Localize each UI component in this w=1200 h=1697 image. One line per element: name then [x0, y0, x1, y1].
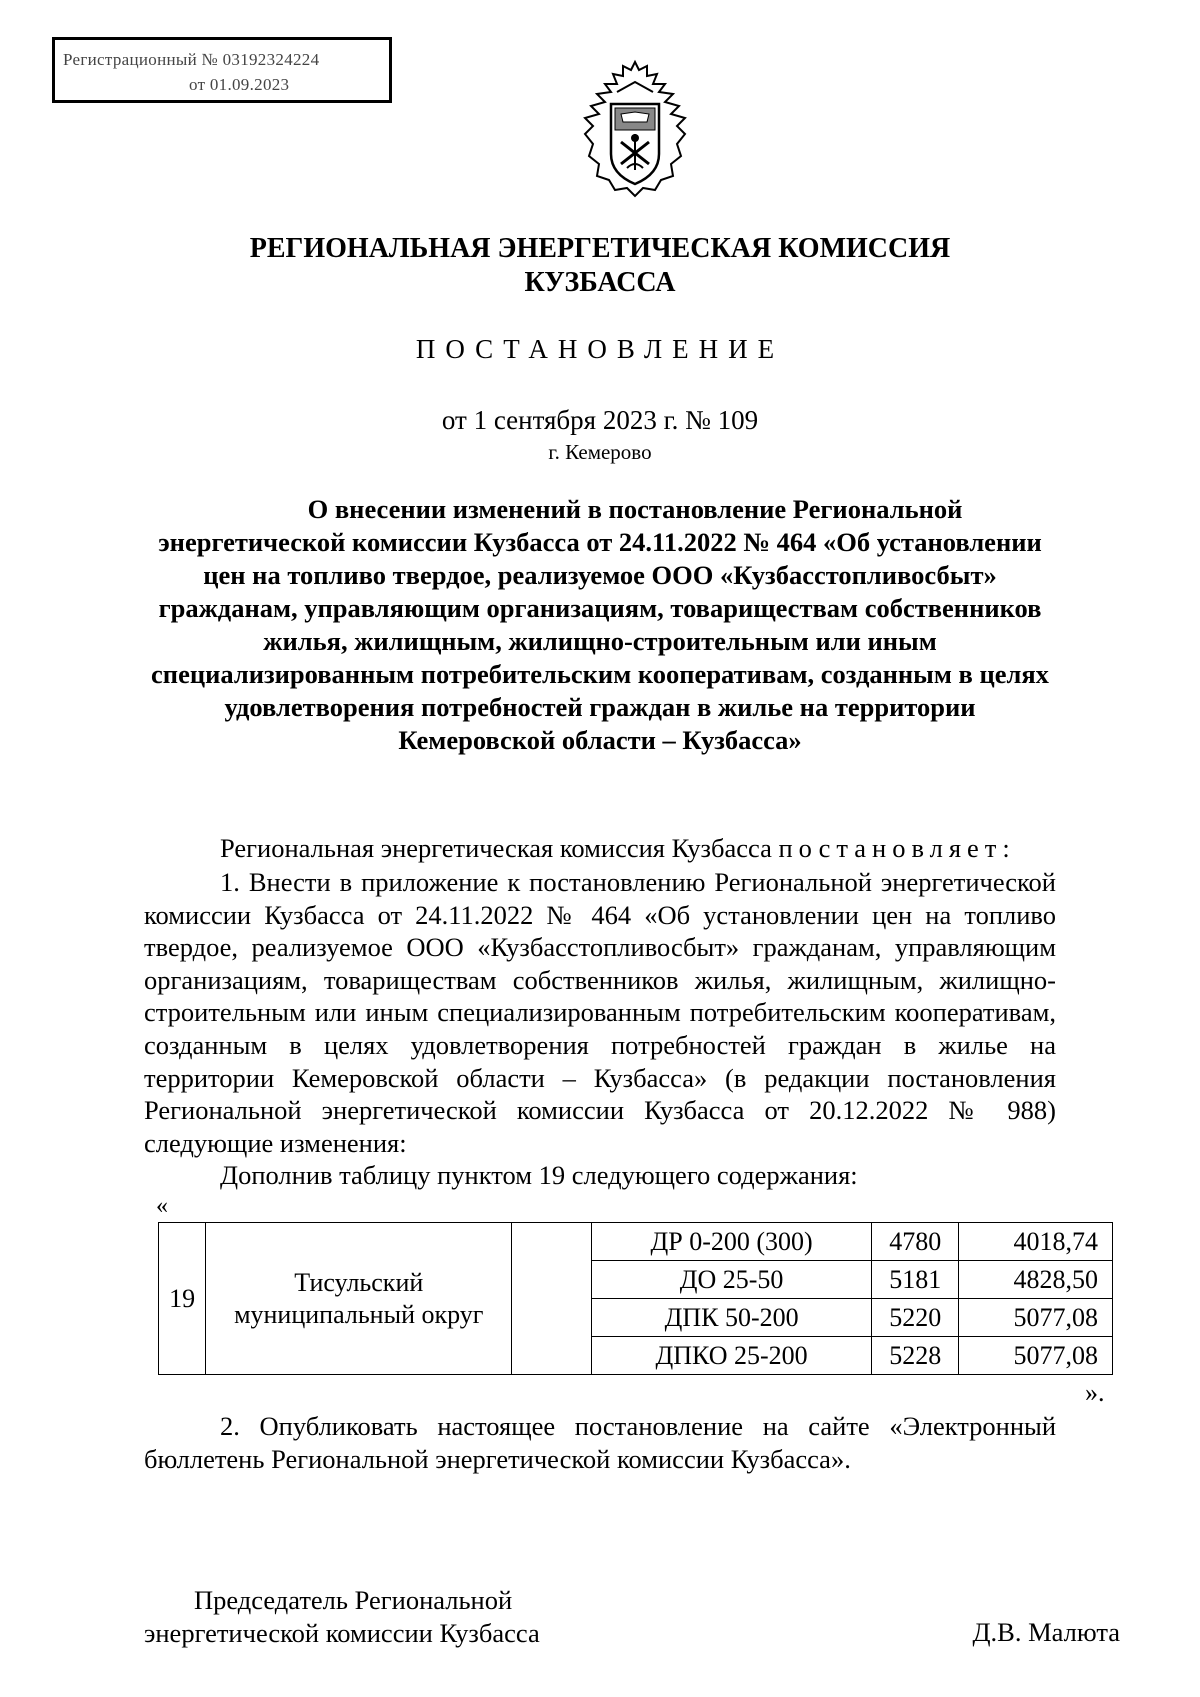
coal-grade: ДО 25-50 — [591, 1261, 872, 1299]
position-line-1: Председатель Региональной — [194, 1585, 513, 1615]
paragraph-1-addition: Дополнив таблицу пунктом 19 следующего содержания: — [220, 1160, 858, 1190]
municipality-cell — [206, 1223, 512, 1375]
title-line: энергетической комиссии Кузбасса от 24.11.2022 № 464 «Об установлении — [158, 527, 1042, 557]
registration-stamp — [52, 37, 392, 103]
table-row — [159, 1223, 1113, 1261]
document-date-number: от 1 сентября 2023 г. № 109 — [441, 405, 759, 435]
issuer-line-1: РЕГИОНАЛЬНАЯ ЭНЕРГЕТИЧЕСКАЯ КОМИССИЯ — [249, 233, 951, 264]
coal-grade: ДПКО 25-200 — [591, 1337, 872, 1375]
title-line: Кемеровской области – Кузбасса» — [398, 725, 802, 755]
price-value: 4780 — [872, 1223, 959, 1261]
document-city: г. Кемерово — [548, 440, 652, 464]
paragraph-1: 1. Внести в приложение к постановлению Региональной энергетической комиссии Кузбасса от 24.11.2022 № 464 «Об установлении цен на топливо твердое, реализуемое ООО «Кузбасстопливосбыт» гражданам, управляющим организациям, товариществам собственников жилья, жилищным, жилищно-строительным или иным специализированным потребительским кооперативам, созданным в целях удовлетворения потребностей граждан в жилье на территории Кемеровской области – Кузбасса» (в редакции постановления Региональной энергетической комиссии Кузбасса от 20.12.2022 № 988) следующие изменения: — [144, 867, 1056, 1158]
price-value: 4828,50 — [959, 1261, 1113, 1299]
price-value: 5077,08 — [959, 1299, 1113, 1337]
row-number: 19 — [159, 1223, 206, 1375]
title-line: цен на топливо твердое, реализуемое ООО «Кузбасстопливосбыт» — [203, 560, 997, 590]
coal-grade: ДПК 50-200 — [591, 1299, 872, 1337]
position-line-2: энергетической комиссии Кузбасса — [144, 1618, 540, 1648]
title-line: О внесении изменений в постановление Региональной — [307, 494, 963, 524]
price-value: 5077,08 — [959, 1337, 1113, 1375]
registration-date: от 01.09.2023 — [189, 75, 290, 94]
title-line: специализированным потребительским кооперативам, созданным в целях — [151, 659, 1049, 689]
paragraph-2: 2. Опубликовать настоящее постановление на сайте «Электронный бюллетень Региональной энергетической комиссии Кузбасса». — [144, 1411, 1056, 1474]
signatory-position — [144, 1584, 540, 1650]
issuer-name — [160, 232, 1040, 300]
title-line: удовлетворения потребностей граждан в жилье на территории — [224, 692, 976, 722]
price-value: 5220 — [872, 1299, 959, 1337]
signatory-name: Д.В. Малюта — [972, 1617, 1120, 1647]
registration-number: Регистрационный № 03192324224 — [63, 50, 320, 69]
document-title — [145, 493, 1055, 757]
kuzbass-coat-of-arms-icon — [581, 56, 689, 198]
document-type: ПОСТАНОВЛЕНИЕ — [415, 334, 785, 364]
intro-verb: постановляет: — [778, 833, 1016, 863]
quote-open: « — [156, 1193, 168, 1219]
quote-close: ». — [1085, 1378, 1105, 1407]
title-line: гражданам, управляющим организациям, товариществам собственников — [158, 593, 1042, 623]
intro-text: Региональная энергетическая комиссия Кузбасса — [220, 833, 779, 863]
empty-cell — [512, 1223, 592, 1375]
title-line: жилья, жилищным, жилищно-строительным или иным — [263, 626, 937, 656]
coal-grade: ДР 0-200 (300) — [591, 1223, 872, 1261]
price-value: 5181 — [872, 1261, 959, 1299]
amendment-table — [158, 1222, 1113, 1375]
municipality-line-2: муниципальный округ — [234, 1299, 484, 1329]
price-value: 5228 — [872, 1337, 959, 1375]
resolution-intro — [144, 832, 1056, 865]
issuer-line-2: КУЗБАССА — [524, 267, 676, 298]
municipality-line-1: Тисульский — [294, 1267, 424, 1297]
price-value: 4018,74 — [959, 1223, 1113, 1261]
